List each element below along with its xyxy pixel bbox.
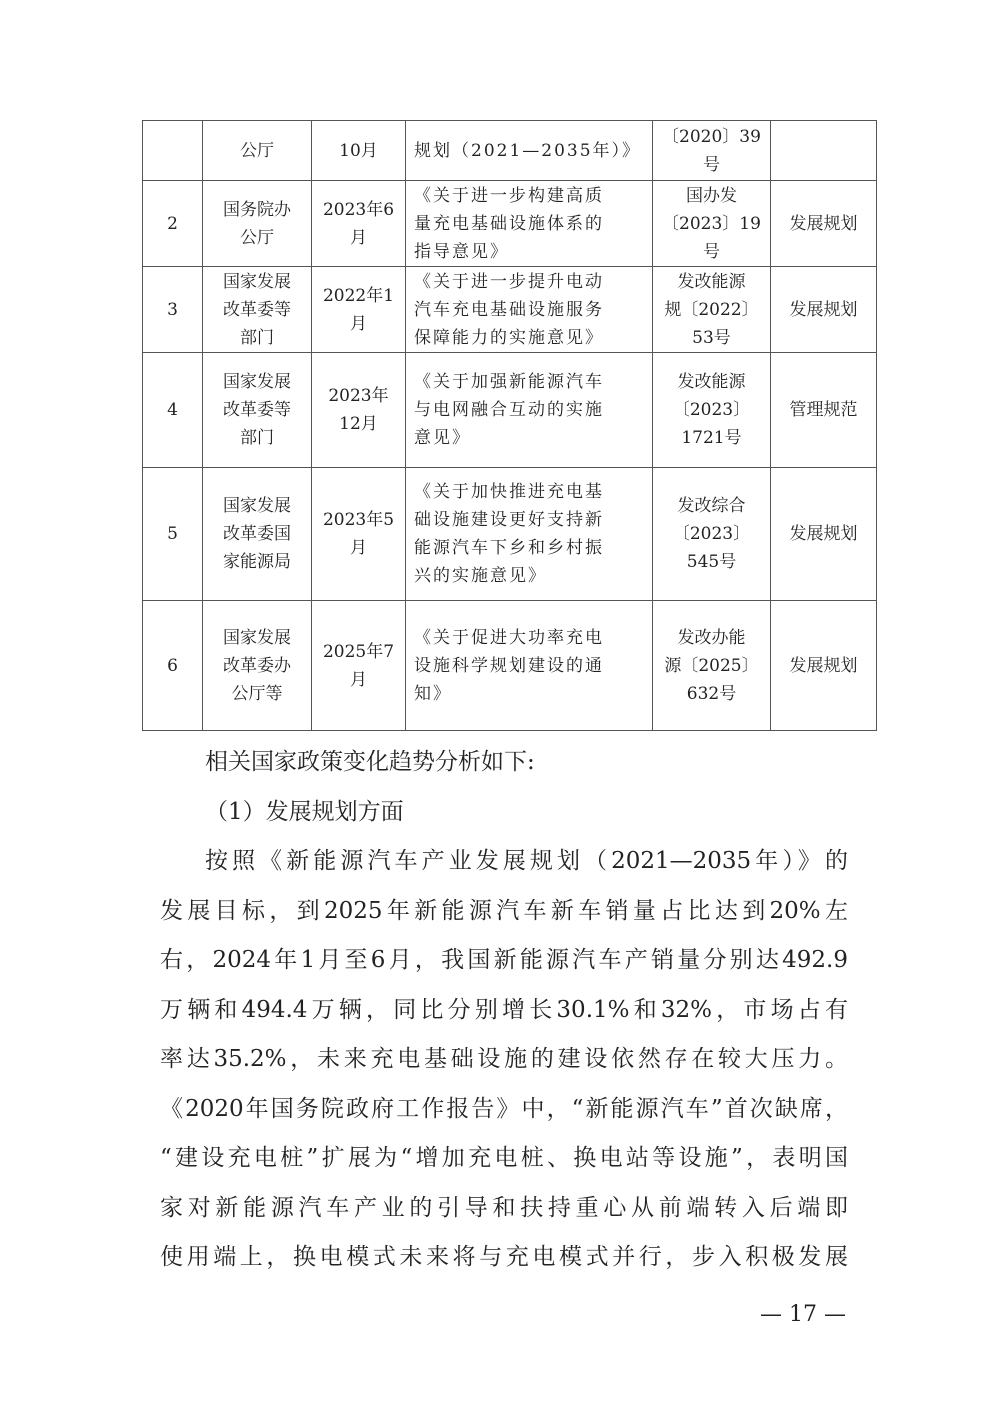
issue-date-line: 12月 [339,414,378,434]
issue-date-line: 月 [350,538,367,558]
issue-date-line: 2023年6 [322,199,395,220]
text-line: 相关国家政策变化趋势分析如下: [205,749,535,775]
table-row [143,353,877,468]
document-number-line: 号 [703,154,720,175]
policy-type-cell [771,468,877,601]
policy-title-line: 《关于进一步提升电动 [414,271,604,292]
document-number-line: 〔2023〕 [672,524,751,544]
policy-title-line: 《关于进一步构建高质 [414,185,604,206]
department-line: 国家发展 [223,496,291,516]
policy-title-line: 量充电基础设施体系的 [414,213,604,234]
department-line: 国家发展 [223,372,291,392]
policy-title-cell [406,121,653,181]
issue-date-line: 月 [350,227,367,248]
text-line: 《2020年国务院政府工作报告》中，“新能源汽车”首次缺席， [160,1095,848,1122]
table-row [143,267,877,353]
policy-type-cell [771,181,877,267]
policy-title-line: 《关于促进大功率充电 [414,627,604,648]
issue-date-line: 2025年7 [322,641,395,662]
document-number-cell [653,468,771,601]
document-number-line: 〔2023〕 [672,400,751,420]
issue-date-cell [312,353,406,468]
policy-title-cell [406,267,653,353]
row-number-cell: 6 [143,601,203,731]
document-number-line: 632号 [686,683,737,704]
department-cell [203,121,312,181]
department-line: 改革委等 [223,400,291,420]
policy-table [142,120,877,731]
policy-type-cell [771,601,877,731]
row-number-cell [143,121,203,181]
department-line: 国家发展 [223,271,291,292]
department-cell [203,601,312,731]
policy-title-cell [406,468,653,601]
department-line: 公厅等 [231,683,283,704]
document-number-cell [653,353,771,468]
department-line: 家能源局 [223,552,291,572]
department-cell [203,468,312,601]
document-number-line: 号 [703,241,720,262]
issue-date-cell [312,181,406,267]
text-line: 发展目标，到2025年新能源汽车新车销量占比达到20%左 [160,897,848,924]
document-number-line: 〔2020〕39 [662,126,761,147]
document-number-line: 发改办能 [677,627,746,648]
document-number-line: 545号 [686,552,737,572]
policy-title-line: 意见》 [414,428,471,448]
document-number-line: 国办发 [686,185,737,206]
policy-title-line: 与电网融合互动的实施 [414,400,604,420]
document-number-line: 规〔2022〕 [664,299,759,320]
policy-title-line: 兴的实施意见》 [414,566,547,586]
document-number-line: 1721号 [681,428,742,448]
row-number-cell: 5 [143,468,203,601]
section-heading: （1）发展规划方面 [205,798,404,825]
department-line: 改革委等 [223,299,291,320]
policy-title-line: 知》 [414,683,452,704]
policy-type-line: 发展规划 [789,524,858,544]
issue-date-line: 2023年 [328,386,389,406]
document-number-line: 发改能源 [677,271,746,292]
row-number-cell: 2 [143,181,203,267]
department-line: 公厅 [240,227,274,248]
text-line: 万辆和494.4万辆，同比分别增长30.1%和32%，市场占有 [160,996,848,1023]
document-number-line: 源〔2025〕 [664,655,759,676]
policy-title-line: 汽车充电基础设施服务 [414,299,604,320]
policy-type-line: 发展规划 [789,299,858,320]
document-number-cell [653,181,771,267]
policy-type-cell [771,267,877,353]
policy-title-cell [406,181,653,267]
department-cell [203,353,312,468]
department-line: 改革委办 [223,655,291,676]
text-line: “建设充电桩”扩展为“增加充电桩、换电站等设施”，表明国 [160,1145,848,1171]
issue-date-cell [312,121,406,181]
policy-type-cell [771,353,877,468]
document-number-line: 〔2023〕19 [662,213,761,234]
text-line: 右，2024年1月至6月，我国新能源汽车产销量分别达492.9 [160,947,848,973]
document-number-cell [653,601,771,731]
department-line: 国务院办 [223,199,291,220]
issue-date-line: 10月 [339,140,378,161]
policy-title-line: 设施科学规划建设的通 [414,655,604,676]
page-number: — 17 — [760,1302,846,1327]
policy-title-line: 《关于加快推进充电基 [414,482,604,502]
issue-date-cell [312,267,406,353]
table-row [143,121,877,181]
table-row [143,181,877,267]
policy-title-cell [406,601,653,731]
policy-type-line: 管理规范 [789,400,858,420]
policy-title-line: 规划（2021—2035年）》 [414,140,642,161]
text-line: 使用端上，换电模式未来将与充电模式并行，步入积极发展 [160,1244,848,1270]
policy-title-line: 础设施建设更好支持新 [414,510,604,530]
body-text [160,738,848,1283]
issue-date-cell [312,601,406,731]
row-number-cell: 4 [143,353,203,468]
policy-title-line: 保障能力的实施意见》 [414,327,604,348]
document-number-line: 发改综合 [677,496,746,516]
table-row [143,468,877,601]
department-line: 国家发展 [223,627,291,648]
policy-type-line: 发展规划 [789,213,858,234]
document-number-line: 发改能源 [677,372,746,392]
row-number-cell: 3 [143,267,203,353]
document-number-line: 53号 [692,327,731,348]
department-line: 部门 [240,428,274,448]
policy-title-line: 《关于加强新能源汽车 [414,372,604,392]
department-cell [203,267,312,353]
issue-date-line: 月 [350,313,367,334]
policy-type-cell [771,121,877,181]
policy-type-line: 发展规划 [789,655,858,676]
policy-title-line: 指导意见》 [414,241,509,262]
issue-date-line: 2022年1 [322,285,395,306]
department-line: 改革委国 [223,524,291,544]
text-line: 率达35.2%，未来充电基础设施的建设依然存在较大压力。 [160,1046,848,1072]
text-line: 家对新能源汽车产业的引导和扶持重心从前端转入后端即 [160,1194,848,1221]
department-cell [203,181,312,267]
document-number-cell [653,121,771,181]
department-line: 公厅 [240,140,274,161]
issue-date-line: 2023年5 [322,510,395,530]
issue-date-cell [312,468,406,601]
policy-title-cell [406,353,653,468]
department-line: 部门 [240,327,274,348]
policy-title-line: 能源汽车下乡和乡村振 [414,538,604,558]
document-number-cell [653,267,771,353]
text-line: 按照《新能源汽车产业发展规划（2021—2035年）》的 [205,848,848,874]
table-row [143,601,877,731]
issue-date-line: 月 [350,669,367,690]
